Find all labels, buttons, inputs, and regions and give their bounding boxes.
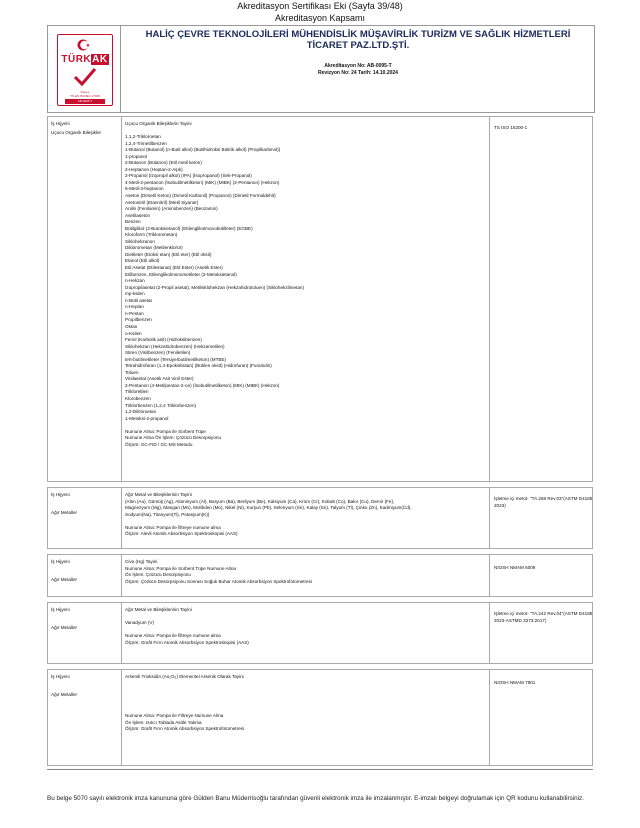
description-line: Asetilaseton — [125, 212, 151, 218]
subfield-label: Ağır Metaller — [51, 692, 78, 697]
description-line: Aseton (Dimetil Keton) (Dimetil Karbonil) (Propanon) (Dimetil Formaldehit) — [125, 193, 276, 199]
description-line: Siklohekzan (Hekzahidrobenzen) (Hekzametilen) — [125, 343, 225, 349]
table-row — [47, 669, 593, 766]
description-line: 1,2-Dikloroetan — [125, 409, 157, 415]
logo-cell — [48, 26, 121, 112]
company-name: HALİÇ ÇEVRE TEKNOLOJİLERİ MÜHENDİSLİK MÜŞAVİRLİK TURİZM VE SAĞLIK HİZMETLERİ TİCARET PAZ.LTD.ŞTİ. — [145, 29, 571, 51]
method-cell — [489, 603, 592, 663]
description-line: Sodyum(Na), Titanyum(Ti), Potasyum(K)) — [125, 511, 210, 517]
logo-field: Deney — [80, 90, 90, 94]
page-subtitle: Akreditasyon Kapsamı — [274, 13, 366, 23]
checkmark-icon — [73, 67, 97, 87]
description-line: Propilbenzen — [125, 317, 152, 323]
field-cell — [48, 488, 122, 548]
description-line: Civa (Hg) Tayini — [125, 559, 158, 564]
description-line: 1,1,2-Trikloroetan — [125, 134, 161, 140]
method-cell — [489, 670, 592, 765]
description-line: Vanadyum (V) — [125, 620, 155, 626]
description-line: Kloroform (Triklorometan) — [125, 232, 178, 238]
description-line: Numune Alma: Pompa ile Sorbent Tüpe Numune Alma — [125, 565, 236, 571]
description-line: n-Heptan — [125, 304, 144, 310]
description-line: Stiren (Vinilbenzen) (Feniletilen) — [125, 350, 191, 356]
test-description — [125, 492, 485, 538]
description-line: Fenol (Karbolik asit) (Hidroksibenzen) — [125, 337, 202, 343]
field-label: İş Hijyeni — [51, 492, 70, 497]
subfield-label: Ağır Metaller — [51, 510, 78, 515]
description-line: n-Bütil asetat — [125, 297, 152, 303]
description-line: Siklohekzanon — [125, 238, 155, 244]
logo-code: AB-0095-T — [65, 99, 105, 104]
test-description — [125, 121, 485, 448]
table-row — [47, 602, 593, 664]
method-standard: İşletme içi metot- "TA.268 Rev.03"(ASTM D4185 2023) — [494, 496, 593, 508]
description-line: Arsenik Trioksidin (As₂O₃) Elementel Arsenik Olarak Tayini — [125, 674, 244, 679]
method-cell — [489, 488, 592, 548]
description-line: Klorobenzen — [125, 395, 151, 401]
description-line: Ölçüm: Alevli Atomik Absorbsiyon Spektroskopisi (AAS) — [125, 531, 238, 537]
description-line: 5-Metil-3-heptanon — [125, 186, 164, 192]
description-line: Numune Alma: Pompa ile Filtreye Numune Alma — [125, 713, 224, 719]
method-standard: NIOSH NMAM 7901 — [494, 680, 536, 685]
description-line: Oktan — [125, 323, 138, 329]
description-line: İzopropilasetat (2-Propil asetat), Metilsiklohekzan (Hekzahidrotoluen) (Siklohekzilmetan) — [125, 284, 304, 290]
description-line: Asetonitril (Etannitril) (Metil Siyanür) — [125, 199, 199, 205]
description-line: 2-Propanol (İzopropil alkol) (IPA) (İsopropanol) (Sek-Propanol) — [125, 173, 252, 179]
description-line: n-Hekzan — [125, 278, 145, 284]
description-line: Trikloretilen — [125, 389, 149, 395]
description-line: n-Pentan — [125, 310, 144, 316]
description-line: Ön İşlem: Isıtıcı Tablada Asitle Yakma — [125, 719, 202, 725]
subfield-label: Ağır Metaller — [51, 577, 78, 582]
logo-standard: TS EN ISO/IEC 17025 — [70, 94, 100, 98]
description-line: Ölçüm: Grafit Fırın Atomik Absorbsiyon Spektroskopisi (AAS) — [125, 639, 249, 645]
revision-info: Revizyon No: 24 Tarih: 14.10.2024 — [318, 70, 398, 76]
description-line: Ölçüm: GC-FID / GC-MS Metodu — [125, 441, 193, 447]
table-row — [47, 554, 593, 597]
description-line: 1,2,4-Trimetilbenzen — [125, 140, 167, 146]
description-line: (Altın (Au), Gümüş (Ag), Alüminyum (Al), Baryum (Ba), Berilyum (Be), Kalsiyum (Ca), Krom (Cr), Kobalt (Co), Bakır (Cu), Demir (Fe), — [125, 498, 395, 504]
description-line: o-Ksilen — [125, 330, 142, 336]
test-description — [125, 674, 485, 733]
description-line: 2-Pentanon (4-Metilpentan-2-on) (İsobutilmetilketon) (MIK) (MIBK) (Hekzon) — [125, 382, 280, 388]
description-line: Benzen — [125, 219, 141, 225]
field-label: İş Hijyeni — [51, 559, 70, 564]
subfield-label: Uçucu Organik Bileşikler — [51, 130, 102, 135]
turkak-logo — [57, 34, 113, 106]
footer-divider — [47, 769, 593, 770]
crescent-star-icon — [77, 38, 91, 52]
description-line: Ağır Metal ve Bileşiklerinin Tayini — [125, 607, 192, 612]
description-line: Dietileter (Etoksi etan) (Etil eter) (Etil oksit) — [125, 251, 212, 257]
field-cell — [48, 555, 122, 596]
method-cell — [489, 555, 592, 596]
field-cell — [48, 670, 122, 765]
description-line: Bütilglikol (2-Butoksietanol) (Etilenglikolmonobütilleter) (EGBE) — [125, 225, 253, 231]
description-line: Etilbenzen, Etilenglikolmonometileter (2-Metoksietanol) — [125, 271, 237, 277]
description-line: 1-Metoksi-2-propanol — [125, 415, 169, 421]
description-line: Numune Alma: Pompa ile Sorbent Tüpe — [125, 428, 206, 434]
field-cell — [48, 603, 122, 663]
description-line: Etil Asetat (Etilestanat) (Etil Ester) (Asetik Ester) — [125, 265, 223, 271]
description-line: 2-Heptanon (Heptan-2-Aşık) — [125, 166, 183, 172]
certificate-header — [47, 25, 595, 113]
method-standard: NIOSH NMAM 6009 — [494, 565, 536, 570]
field-cell — [48, 117, 122, 481]
description-line: Vinilasetat (Asetik Asit Vinil Ester) — [125, 376, 194, 382]
description-line: Ön İşlem: Çözücü Desorpsiyonu — [125, 572, 191, 578]
description-line: 2-Bütanon (Bütanon) (Etil metil keton) — [125, 160, 202, 166]
field-label: İş Hijyeni — [51, 674, 70, 679]
page-title: Akreditasyon Sertifikası Eki (Sayfa 39/48) — [237, 1, 403, 11]
description-line: Magnezyum (Mg), Mangan (Mn), Molibden (Mo), Nikel (Ni), Kurşun (Pb), Selenyum (Se), Kalay (Sn), Talyum (Tl), Çinko (Zn), Kadmiyum(Cd), — [125, 505, 412, 511]
method-standard: İşletme içi metot- "TA.242 Rev.04"(ASTM D4185 2023-ASTMD 3373:2017) — [494, 611, 593, 623]
description-line: Triklorbenzen (1,2,4 Triklorbenzen) — [125, 402, 197, 408]
description-line: Uçucu Organik Bileşiklerin Tayini — [125, 121, 192, 126]
description-line: Numune Alma: Pompa ile filtreye numune alma — [125, 524, 221, 530]
description-line: Tetrahidrofuran (1,4-Epoksibütan) (Bütilen oksit) (Hidrofuran) (Furanidin) — [125, 363, 272, 369]
test-description — [125, 607, 485, 646]
footer-note: Bu belge 5070 sayılı elektronik imza kanununa göre Gülden Banu Müderrisoğlu tarafından güvenli elektronik imza ile imzalanmıştır. E-imzalı belgeyi doğrulamak için QR kodunu kullanabilirsiniz. — [47, 795, 584, 802]
method-cell — [489, 117, 592, 481]
description-line: Ağır Metal ve Bileşiklerinin Tayini — [125, 492, 192, 497]
method-standard: TS ISO 16200-1 — [494, 125, 528, 130]
field-label: İş Hijyeni — [51, 607, 70, 612]
description-line: Anilin (Fenilamin) (Aminobenzen) (Benzamin) — [125, 206, 218, 212]
description-line: Ölçüm: Çözücü Desorpsiyonu Sonrası Soğuk Buhar Atomik Absorbsiyon Spektrofotometresi — [125, 578, 312, 584]
description-line: Etanol (Etil alkol) — [125, 258, 160, 264]
description-line: Toluen — [125, 369, 139, 375]
table-row — [47, 116, 593, 482]
subfield-label: Ağır Metaller — [51, 625, 78, 630]
test-description — [125, 559, 485, 585]
description-line: Ölçüm: Grafit Fırın Atomik Absorbsiyon Spektrofotometresi — [125, 726, 244, 732]
table-row — [47, 487, 593, 549]
description-line: Diklorometan (Metilenklorür) — [125, 245, 183, 251]
description-line: 4-Metil-2-pentanon (İsobutilmetilketon) (MIK) (MIBK) (2-Pentanon) (Hekzon) — [125, 179, 280, 185]
field-label: İş Hijyeni — [51, 121, 70, 126]
description-line: Numune Alma: Pompa ile filtreye numune alma — [125, 633, 221, 639]
logo-wordmark: TÜRKAK — [61, 54, 108, 65]
description-line: Numune Alma Ön İşlem: Çözücü Desorpsiyonu — [125, 435, 221, 441]
accreditation-number: Akreditasyon No: AB-0095-T — [324, 63, 392, 69]
description-line: 1-propanol — [125, 153, 147, 159]
description-line: mp-ksilen — [125, 291, 145, 297]
description-line: tert-butilmetileter (Tersiyerbutilmetilketon) (MTBE) — [125, 356, 227, 362]
description-line: 1-Bütanol (Butanol) (n-Butil alkol) (Butilhidroksi Bütirik alkol) (Propilkarbinol)) — [125, 147, 281, 153]
scope-table — [47, 116, 593, 771]
